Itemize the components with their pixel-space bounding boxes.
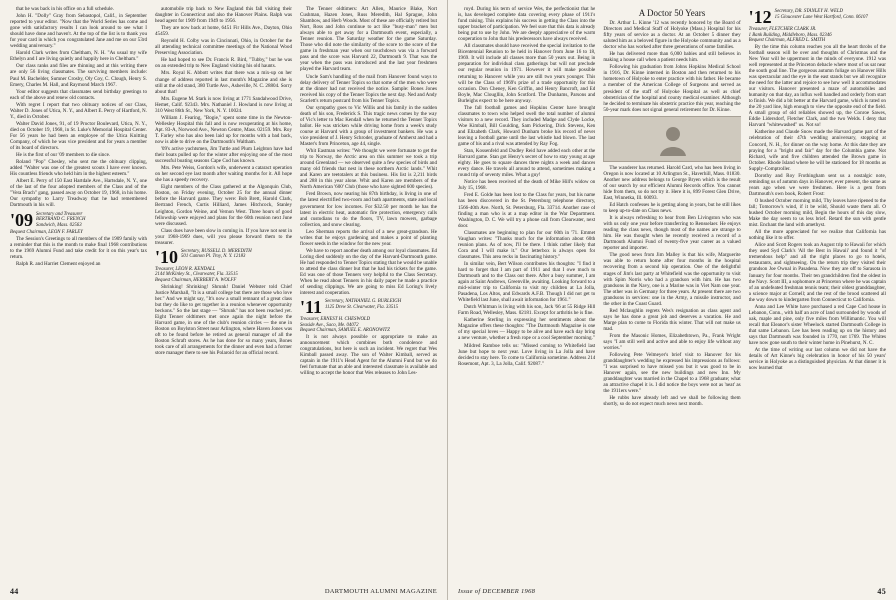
class-12-number: '12 [748,7,772,27]
paragraph: John H. "Dolly" Gray from Sebastopol, Calif., in September reported to your editor. "Now that the World Series has come and gone with satisfactory results I can look around to see what I should have done and haven't. At the top of the list is to thank you for your card in which you congratulated Jane and me on our 53rd wedding anniversary." [10,13,147,50]
class-11-info [325,299,401,310]
issue-label: Issue of DECEMBER 1968 [458,588,536,595]
class-12-role: Secretary, DR. STANLEY H. WELD [774,9,844,14]
paragraph: Following Pete Velmeyer's brief visit to Hanover for his granddaughter's wedding he expressed his impressions as follows: "I was surprised to have missed you but it was good to be in Hanover again, see the new buildings and new Inn. My granddaughter was married in the Chapel to a 1968 graduate; what an attractive chapel it is. I did notice the boys were not as 'neat' as the 1911ers were." [603,352,741,395]
paragraph: From the Masonic Homes, Elizabethtown, Pa., Frank Wright says "I am still well and active and able to enjoy life without any worries." [603,332,741,352]
left-columns [10,6,437,572]
paragraph: At the time of writing our last column we did not have the details of Art Kinne's big celebration in honor of his 50 years' service in Holyoke as a distinguished physician. At that dinner it is now learned that [748,347,886,372]
left-col-2 [155,6,292,572]
paragraph: that he was back in his office on a full schedule. [16,6,114,12]
class-12-agent: Bequest Chairman, ALFRED L. SMITH [748,38,826,44]
class-12-address: 15 Gloucester Lane West Hartford, Conn. 06107 [774,14,868,20]
paragraph: Mrs. Pete Weiss, Gordon's wife, underwent a cataract operation on her second eye last month after waiting months for it. All hope she has a speedy recovery. [155,165,292,184]
paragraph: The good news from Jim Malley is that his wife, Marguerite was able to return home after four months in the hospital recovering from a second hip operation. One of the delightful stages of Jim's last party at Whitefield was the opportunity to visit with Spim Norris who had a grandson with him. He has two grandsons in the Navy, one is a Marine was in Viet Nam one year. The other was in Germany for three years. At present there are two grandsons in services: one in the Army, a missile instructor, and the other in the Coast Guard. [603,252,741,307]
paragraph: Ed Hatch confesses he is getting along in years, but he still likes to keep up-to-date on Class news. [603,201,741,215]
paragraph: Katherine Sterling in expressing her sentiments about the Magazine offers these thoughts: "The Dartmouth Magazine is one of my special loves — Happy to be alive and have each day bring a new venture, whether a fresh rope or a cool September morning." [458,317,596,342]
class-09-role: Secretary and Treasurer [36,211,83,217]
paragraph: Dutch Whitman is living with his son, Jack '66 at 55 Ridge Hill Farm Road, Wellesley, Mass. 02181. Except for arthritis he is fine. [458,304,596,317]
class-09-number: '09 [10,209,34,230]
paragraph: Our class ranks and files are thinning and at this writing there are only 56 living classmates. The surviving members include: Paul M. Bachelder, Sumner Crosby, Oly Coy, C. Clough, Henry S. Emery, Charles M. Hall, and Raymond March 1967. [10,63,147,88]
class-10-treasurer: Treasurer, LEON R. KENDALL [155,266,216,272]
left-col-1 [10,6,147,572]
paragraph: All classmates should have received the special invitation to the Bicentennial Reunion to be held in Hanover from June 16 to 18, 1969. It will include all classes more than 50 years out. Being in preparation for individual class gatherings but will not preclude our regular reunion in 1971. However it will make possible returning to Hanover while you are still two years younger. This will be the Class of 1969's prize of a trade opportunity for this occasion. Don Cheney, Ken Griffin, and Henry Bancroft, and Ed Boyle, Mac Clougllin, John Scotford. The Dunhams, Parsons and Burleighs expect to be here anyway. [458,43,596,104]
left-col-3-paras [300,6,437,296]
class-12-info [775,9,868,20]
paragraph: The Session's Greetings to all members of the 1909 family with a reminder that this is the month to make final 1968 contributions to the 1969 Alumni Fund and take credit for it on this year's tax return. [10,235,147,261]
paragraph: Notice has been received of the death of Mike Hill's widow on July 15, 1968. [458,179,596,192]
class-11-treasurer-address: Seaside Ave., Saco, Me. 04072 [300,322,359,328]
left-col-1-paras [10,6,147,209]
left-col-3-after [300,334,437,376]
left-page-number: 44 [10,587,19,596]
paragraph: Leo Sherman reports the arrival of a new great-grandson. He writes that he enjoys gardening and makes a point of planting flower seeds in the window for the new year. [300,228,437,247]
paragraph: Red Mclaughlin regrets Wes's resignation as class agent and says he has done a great job and deserves a vacation. He and Marge plan to come to Florida this winter. That will not make us mad. [603,307,741,332]
class-09-agent: Bequest Chairman, LEON F. FARLEY [10,230,83,236]
doctor-photo [603,116,740,162]
right-columns [458,6,886,572]
paragraph: Classmates are beginning to plan for our 60th in '71. Emmet Vaughan writes: "Thanks much for the information about 60th reunion plans. As of now, I'll be there. I think rather likely that Cora and I will make it." Our letterbox is always open for classmates. This area recks in fascinating history." [458,229,596,260]
paragraph: Katherine and Claude Snow made the Harvard game part of the celebration of their 47th wedding anniversary, stopping at Concord, N. H., for dinner on the way home. At this date they are praying for a "bright and fair" day for the Columbia game. Not Richard, wife and five children attended the Brown game in October. Rhode Island where he will be stationed for 18 months as Supply-Comptroller. [748,129,886,172]
paragraph: Dorothy and Roy Frothingham sent us a nostalgic note, reminding us of autumn days in Hanover, ever present, the same as years ago when we were freshmen. Here is a gem from Dartmouth's own book, Robert Frost: [748,172,886,197]
right-col-2 [603,6,740,572]
class-10-agent: Bequest Chairman, HERBERT A. WOLFF [155,277,237,283]
left-col-1-after [10,236,147,267]
paragraph: He rubbs have already left and we shall be following them shortly, so do not expect much news next month. [603,395,741,408]
paragraph: royd. During his term of service Wes, the perfectionist that he is, has developed complete data covering every phase of 1911's fund raising. This explains his success in getting the Class into the upper bracket of participation. We feel sure that this data is already being put to use by John. We are deeply appreciative of the warm cooperation to John that his predecessors have always received. [458,6,596,43]
paragraph: Your editor suggests that classmates send birthday greetings to each of the above and renew old contacts. [10,88,147,101]
paragraph: Fred Brown, now nearing his 87th birthday, is living in one of the latest electrified two-room and bath apartments, state and local government for low incomes. For $32.50 per month he has the latest in electric heat, automatic fire protection, emergency calls and custodians to do the floors, TV, lawn mowers, garbage collection, and snow clearing. [300,191,437,228]
class-12-header [749,9,886,25]
right-col-1-paras [458,6,595,367]
left-footer [10,587,437,596]
paragraph: Roland "Pop" Chesley, who sent me the obituary clipping, added "Walter was one of the greatest scouts I have ever known. His countless friends who held him in the highest esteem." [10,159,147,178]
class-11-role: Secretary, NATHANIEL G. BURLEIGH [325,299,402,305]
right-col-1 [458,6,595,572]
paragraph: Shrinking! Shrinking! Shrunk! Daniel Webster told Chief Justice Marshall, "It is a small college but there are those who love her." And we might say, "It's now a small remnant of a great class but they do like to get together in a reunion whenever opportunity beckons." So the last stage — "Shrunk" has not been reached yet. Eight Tenner oldtimers met once again the night before the Harvard game, in one of the club's reunion circles — the one in Boston on Boylston Street near Arlington, where Haven Jones was oft to be found before he retired as general manager of all the Boston Schraft stores. As he has done for so many years, Bones took care of all arrangements for the dinner and even had a former store manager there to see his Polaroid for an official record. [155,283,292,357]
paragraph: Our sympathy goes to Vic Willis and his family in the sudden death of his son, Frederick S. This tragic news comes by the way of Vic's letter to Mac Kendall when he returned the Tenner Topics ballot. He was stricken while driving home from a week's study course at Harvard with a group of investment bankers. He was a vice president of J. Henry Schroder, graduate of Amherst and had a Master's from Princeton, age 44, single. [300,104,437,148]
paragraph: Stan, Kossenfeld and Dudley Reid have added each other at the Harvard game. Stan got Henry's secret of how to stay young at age eighty. He goes to square dances three nights a week and dances every dance. He travels all around to attend, sometimes making a round trip of seventy miles. What a guy! [458,148,596,179]
paragraph: Alice and Scott Rogers took an August trip to Hawaii for which they used Syd Clark's 'All the Best in Hawaii' and found it "of tremendous help" and all the right places to go to hotels, restaurants, and sightseeing. On the return trip they visited their grandson Joe Ownal in Pasadena. Now they are off to Sarasota in January for four months. Their ten grandchildren find the oldest in the Navy. Scott III, a sophomore at Princeton where he was captain of an undefeated freshman tennis team; their oldest granddaughter, a science major at Cornell; and the rest of the brood scattered all the way down to kindergarten from Connecticut to California. [748,242,886,303]
class-10-info [181,249,252,260]
paragraph: It is always refreshing to hear from Ben Livingston who was with us only one year before transferring to Rensselaer. He enjoys reading the class news, though most of the names are strange to him. He was thought when he recently received a record of a Dartmouth Alumni Fund of twenty-five year career as a valued reporter and importer. [603,215,741,252]
class-11-address: 1125 Drew St. Clearwater, Fla. 33515 [325,304,399,310]
class-10-address: 501 Cannon Pl. Troy, N. Y. 12183 [181,254,246,260]
paragraph: He is the first of our '09 members to die since. [16,152,111,159]
paragraph: He had hoped to see Dr. Francis R. Bird, "Tubby," but he was on an extended trip to New England visiting his old haunts. [155,57,292,70]
paragraph: Uncle Sam's handling of the mail from Hanover found ways to delay delivery of Tenner Topics so that some of the men who were at the dinner had not received the notice. Sample: Bones Jones received his copy of the Tenner Topics the next day. Ned and Andy Scarlett's return postcard from his Tenner Topics. [300,73,437,104]
paragraph: Ralph R. and Harriet Clement enjoyed an [16,261,101,268]
class-11-number: '11 [300,297,323,318]
paragraph: Reynold H. Colby was in Cincinnati, Ohio, in October for the all attending technical committee meetings of the National Wood Preserving Association. [155,38,292,57]
class-09-header [10,209,147,230]
paragraph: Harold Clark writes from Cheltham, N. H. "As usual my wife Ethelyn and I are living quietly and happily here in Cheltham." [10,50,147,63]
paragraph: It is not always possible or appropriate to make an announcement which combines both condolence and congratulations, but here is such an incident. We regret that Wes Kimball passed away. The son of Walter Kimball, served as captain in the 1911's Head Agent for the Alumni Fund but we do feel fortunate that an able and interested classmate is available and willing to accept the honor that Wes releases to John Les- [300,333,437,377]
paragraph: With regret I report that two obituary notices of our Class, Walter D. Jones of Utica, N. Y., and Albert E. Perry of Hartford, N. Y., died in October. [10,101,147,120]
paragraph: Walter David Jones, 91, of 19 Proctor Boulevard, Utica, N. Y., died on October 19, 1968, in St. Luke's Memorial Hospital Center. For 56 years he had been an employee of the Utica Knitting Company, of which he was vice president and for years a member of its board of directors. [10,120,147,152]
paragraph: Mrs. Royal K. Abbott writes that there was a mix-up on her change of address reported in last month's Magazine and she is still at the old stand, 380 Turtle Ave., Asheville, N. C. 28804. Sorry about that! [155,70,292,95]
left-col-3 [300,6,437,572]
paragraph: Albert E. Perry of 150 East Hartdale Ave., Hartsdale, N. Y., one of the last of the four adopted members of the Class and of the "Vera Brach" gang, passed away on October 19, 1968, in his home. Our sympathy to Larry Treadway that he had remembered Dartmouth in his will. [10,178,147,209]
paragraph: Whit Eastman writes: "We thought we were fortunate to get the trip to Norway, the Arctic area on this summer we took a trip around Greenland — we observed quite a few species of birds and many old friends that nest in these northern Arctic lands." Whit and Karen are teetotalers at this business. His list is 2,211 birds and 288 in this year alone. Whit and Karen are members of the North American '600' Club (those who have sighted 600 species). [300,148,437,191]
paragraph: Fred E. Golde has been lost to the Class for years, but his name has been discovered in the St. Petersburg telephone directory, 1566-40th Ave. North, St. Petersburg, Fla. 33714. Another case of finding a man who is at a map editor in the War Department. Washington, D. C. We will try a phone call from Clearwater, next door. [458,192,596,229]
paragraph: Following his graduation from Johns Hopkins Medical School in 1916, Dr. Kinne interned in Boston and then returned to his hometown of Holyoke to enter practice with his father. He became a member of the American College of Surgeons and served as president of the staff of Holyoke Hospital as well as chief obstetrician of the hospital and county medical examiner. Although he decided to terminate his obstetric practice this year, reaching the 50-year mark does not signal general retirement for Dr. Kinne. [603,64,741,113]
paragraph: The wanderer has returned. Harold Card, who has been living in Oregon is now located at 10 Arlington St., Haverhill, Mass. 01830. Another new address belongs to George Bryen which is the result of our search by our efficient Alumni Records office. You cannot hide from them, so do not try it. Here it is, 899 Forest Glen Drive, East, Winnetka, Ill. 60093. [603,164,741,201]
class-10-role: Secretary, RUSSELL D. MEREDITH [181,248,252,254]
paragraph: Mildred Ramboe tells us: "Missed coming to Whitefield last June but hope to next year. Love living in La Jolla and have decided to stay here. To come to California sometime. Address 214 Rosemont, Apt. 3, La Jolla, Calif. 92087." [458,342,596,367]
class-12-treasurer: Treasurer, FLETCHER CLARK JR. [748,27,817,32]
left-col-2-after [155,284,292,357]
right-col-3-paras [749,44,886,371]
class-09-name: BERTRAND C. FRENCH [36,217,86,223]
paragraph: The Tenner oldtimers: Art Allen, Maurice Blake, Nort Cushman, Hazen Jones, Russ Meredith, Hal Sprague, John Shambow, and Herb Woods. Most of these are officially retired but Nort, Ross and John continue to act like "busy-man" men but always able to get away for a Dartmouth event, especially, a Tenner reunion. The Saturday weather for the game Saturday. Those who did note the similarity of the score to the score of the game in freshman year when our touchdown was via a forward pass and the score was Harvard 22, Dartmouth 9. That was the year when the pass was introduced and the last year freshmen played the Harvard team. [300,6,437,73]
class-10-treasurer-address: 2144 McKinley St., Clearwater, Fla. 33515 [155,272,238,278]
paragraph: Eight members of the Class gathered at the Algonquin Club, Boston, on Friday evening, October 25 for the annual dinner before the Harvard game. They were: Bob Brett, Harold Clark, Bertrand French, Curtis Hilliard, James Hitchcock, Stanley Leighton, Gordon Weine, and Vernon West. Three hours of good fellowship were enjoyed and plans for the 60th reunion next June were discussed. [155,184,292,227]
paragraph: All the more appreciated for we realize that California has nothing like it to offer. [748,229,886,242]
paragraph: Mrs. Eugene M. Stark is now living at 1771 Sandalwood Drive, Hemet, Calif. 92343. Mrs. Nathaniel J. Howland is now living at 310 West 86th St., New York, N. Y. 10024. [155,95,292,114]
class-09-address: Sandwich, Mass. 02563 [36,222,82,228]
paragraph: automobile trip back to New England this fall visiting their daughter in Connecticut and also the Hanover Plains. Ralph was head agent for 1909 from 1949 to 1956. [155,6,292,25]
right-col-2-after [603,165,740,408]
class-10-number: '10 [155,246,179,267]
left-footer-title: DARTMOUTH ALUMNI MAGAZINE [324,588,437,595]
paragraph: By the time this column reaches you all the heart throbs of the football season will be over and thoughts of Christmas and the New Year will be uppermost in the minds of everyone. 1912 was well represented at the Princeton debacle where most of us sat near the south goal line. The gorgeous autumn foliage on Hanover Hills was spectacular and the eye in the east stands but we all recognize the need for the latter and rejoice to see how well it accommodates our visitors. Hanover presented a maze of automobiles and humanity on that day, an influx well handled and orderly from start to finish. We did a bit better at the Harvard game, which is rated on the 20 yard line, high enough to view the opposite end of the field. A small group of old reliables showed up, the Conroe Sawes, Eddie Lidersdorf, Fletcher Clark, and the two Welds. I deny that Harvard "whitewashed" us. Not so! [748,43,886,129]
paragraph: In similar vein, Bert Wilson contributes his thoughts: "I find it hard to forget that I am part of 1911 and that I owe much to Dartmouth and to the Class out there. After a busy summer, I am again at Saint Andrews, Greenville, awaiting. Looking forward to a mid-winter trip to California to visit my children at La Jolla, Pasadena, Los Altos, and Edwards A.F.B. Though I did not get to Whitefield last June, shall await information for 1961." [458,260,596,304]
left-col-2-paras [155,6,292,246]
paragraph: William J. Fearing, "Bogie," spent some time in the Newton-Wellesley Hospital this fall and is now recuperating at his home, Apt. 83-A, Norwood Ave., Newton Centre, Mass. 02159. Mrs. Roy T. Farley who has also been laid up for months with a bad back, now is able to drive on the Dartmouth's Waltham. [155,114,292,145]
right-page [448,0,896,600]
right-footer [458,587,886,596]
paragraph: We have to report another death among our loyal classmates. Ed Loring died suddenly on the day of the Harvard-Dartmouth game. He had responded to Tenner Topics stating that he would be unable to attend the class dinner but that he had his tickets for the game. Ed was one of those Tenners very helpful to the Class Secretary. When he read about Tenners in his daily paper he made a practice of sending clippings. We are going to miss Ed Loring's lively interest and cooperation. [300,247,437,297]
paragraph: O hushed October morning mild, Thy leaves have ripened to the fall; Tomorrow's wind, if it be wild, Should waste them all. O hushed October morning mild, Begin the hours of this day slow, Make the day seem to us less brief. Retard the sun with gentle mist. Enchant the land with amethyst. [748,197,886,229]
class-12-treasurer-address: 1 Bank Building, Middleboro, Mass. 02346 [748,32,832,38]
right-page-number: 45 [877,587,886,596]
paragraph: Class dues have been slow in coming in. If you have not sent in your 1968-1969 dues, will you please forward them to the treasurer. [155,227,292,246]
paragraph: Dr. Arthur L. Kinne '12 was recently honored by the Board of Directors and Medical Staff of Holyoke (Mass.) Hospital for his fifty years of service as a doctor. At an October 5 dinner they saluted him as a beloved figure in the Holyoke community and as a doctor who has worked after three generations of some families. [603,20,741,51]
class-10-header [155,246,292,267]
right-col-2-paras [603,20,740,113]
paragraph: The fall football games and Hopkins Center have brought classmates to town who helped swell the total number of alumni visitors to a new record. They included Madge and Clyde Locke, Woe Kimball, Bill Goulding, Sam Pickering, Dick Stevens, Ken and Elizabeth Clark, Howard Dunham broke his record of never leaving a football game until the last whistle had blown. The last game of his and a rival was attended by Ray Fog. [458,104,596,148]
class-11-header [300,297,437,318]
paragraph: Anna and Lee White have purchased a red Cape Cod house in Lebanon, Conn., with half an acre of land surrounded by woods of oak, maple and pine, only five miles from Willimantic. You will recall that Eleanor's sister Wheelock started Dartmouth College in that same Lebanon. Lee has been reading up on the history and says that Dartmouth was founded in 1770, not 1769. The Whites have now gone south to their winter home in Pinehurst, N. C. [748,303,886,347]
portrait-icon [656,122,690,156]
doctor-section-title: A Doctor 50 Years [638,8,706,18]
class-11-treasurer: Treasurer, ERNEST H. CHESWOLD [300,317,371,323]
class-11-agent: Bequest Chairman, SAMUEL E. ARONOWITZ [300,328,390,334]
paragraph: They are now back at home, 6451 Fir Hills Ave., Dayton, Ohio 45459. [155,25,292,38]
paragraph: '09's active yachtsmen, Jim Tuttle and Plum Leighton have had their boats pulled up for the winter after enjoying one of the most successful boating seasons Cape Cod has known. [155,146,292,165]
class-09-info [36,212,85,229]
right-col-3 [749,6,886,572]
paragraph: He has delivered more than 6,000 babies and still believes in making a house call when a patient needs him. [603,51,741,64]
